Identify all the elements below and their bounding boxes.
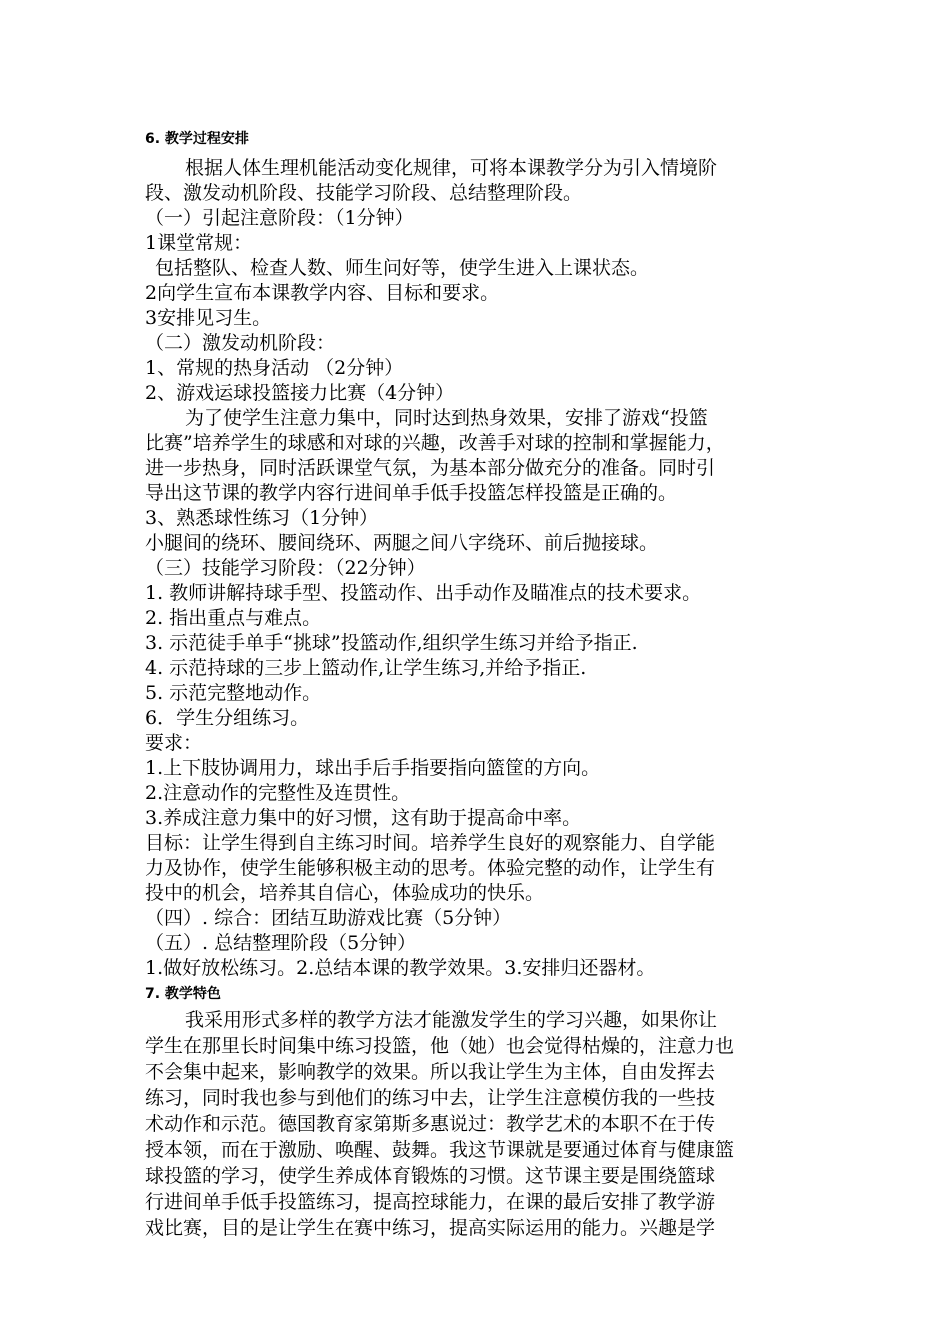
paragraph-line: 投中的机会，培养其自信心，体验成功的快乐。 — [145, 882, 545, 904]
paragraph-line: 学生在那里长时间集中练习投篮，他（她）也会觉得枯燥的，注意力也 — [145, 1035, 735, 1057]
list-item: 3.养成注意力集中的好习惯，这有助于提高命中率。 — [145, 807, 582, 829]
paragraph-line: 3安排见习生。 — [145, 307, 272, 329]
list-item: 6．学生分组练习。 — [145, 707, 310, 729]
paragraph-line: 不会集中起来，影响教学的效果。所以我让学生为主体，自由发挥去 — [145, 1061, 716, 1083]
paragraph-line: 1、常规的热身活动 （2分钟） — [145, 357, 404, 379]
list-item: 2. 指出重点与难点。 — [145, 607, 322, 629]
paragraph-line: 小腿间的绕环、腰间绕环、两腿之间八字绕环、前后抛接球。 — [145, 532, 659, 554]
paragraph-line: 根据人体生理机能活动变化规律，可将本课教学分为引入情境阶 — [185, 157, 718, 179]
paragraph-line: 2、游戏运球投篮接力比赛（4分钟） — [145, 382, 455, 404]
list-item: 1.上下肢协调用力，球出手后手指要指向篮筐的方向。 — [145, 757, 601, 779]
list-item: 4. 示范持球的三步上篮动作,让学生练习,并给予指正. — [145, 657, 587, 679]
paragraph-line: 包括整队、检查人数、师生问好等，使学生进入上课状态。 — [155, 257, 650, 279]
paragraph-line: 3、熟悉球性练习（1分钟） — [145, 507, 379, 529]
paragraph-line: 1.做好放松练习。2.总结本课的教学效果。3.安排归还器材。 — [145, 957, 656, 979]
list-item: 1. 教师讲解持球手型、投篮动作、出手动作及瞄准点的技术要求。 — [145, 582, 702, 604]
paragraph-line: 授本领，而在于激励、唤醒、鼓舞。我这节课就是要通过体育与健康篮 — [145, 1139, 735, 1161]
list-item: 5. 示范完整地动作。 — [145, 682, 322, 704]
paragraph-line: 为了使学生注意力集中，同时达到热身效果，安排了游戏“投篮 — [185, 407, 708, 429]
section-7-heading: 7. 教学特色 — [145, 986, 221, 1002]
subsection-heading: （三）技能学习阶段：（22分钟） — [145, 557, 426, 579]
section-6-heading: 6. 教学过程安排 — [145, 131, 249, 147]
subsection-heading: （五）. 总结整理阶段（5分钟） — [145, 932, 417, 954]
paragraph-line: 段、激发动机阶段、技能学习阶段、总结整理阶段。 — [145, 182, 583, 204]
list-item: 3. 示范徒手单手“挑球”投篮动作,组织学生练习并给予指正. — [145, 632, 638, 654]
paragraph-line: 要求： — [145, 732, 203, 754]
paragraph-line: 2向学生宣布本课教学内容、目标和要求。 — [145, 282, 500, 304]
paragraph-line: 力及协作，使学生能够积极主动的思考。体验完整的动作，让学生有 — [145, 857, 716, 879]
paragraph-line: 我采用形式多样的教学方法才能激发学生的学习兴趣，如果你让 — [185, 1009, 718, 1031]
paragraph-line: 进一步热身，同时活跃课堂气氛，为基本部分做充分的准备。同时引 — [145, 457, 716, 479]
list-item: 2.注意动作的完整性及连贯性。 — [145, 782, 411, 804]
paragraph-line: 目标：让学生得到自主练习时间。培养学生良好的观察能力、自学能 — [145, 832, 716, 854]
subsection-heading: （四）. 综合：团结互助游戏比赛（5分钟） — [145, 907, 512, 929]
paragraph-line: 戏比赛，目的是让学生在赛中练习，提高实际运用的能力。兴趣是学 — [145, 1217, 716, 1239]
paragraph-line: 练习，同时我也参与到他们的练习中去，让学生注意模仿我的一些技 — [145, 1087, 716, 1109]
paragraph-line: 行进间单手低手投篮练习，提高控球能力，在课的最后安排了教学游 — [145, 1191, 716, 1213]
paragraph-line: 1课堂常规： — [145, 232, 253, 254]
paragraph-line: 导出这节课的教学内容行进间单手低手投篮怎样投篮是正确的。 — [145, 482, 678, 504]
paragraph-line: 比赛”培养学生的球感和对球的兴趣，改善手对球的控制和掌握能力， — [145, 432, 725, 454]
paragraph-line: 球投篮的学习，使学生养成体育锻炼的习惯。这节课主要是围绕篮球 — [145, 1165, 716, 1187]
subsection-heading: （二）激发动机阶段： — [145, 332, 336, 354]
paragraph-line: 术动作和示范。德国教育家第斯多惠说过：教学艺术的本职不在于传 — [145, 1113, 716, 1135]
subsection-heading: （一）引起注意阶段：（1分钟） — [145, 207, 414, 229]
